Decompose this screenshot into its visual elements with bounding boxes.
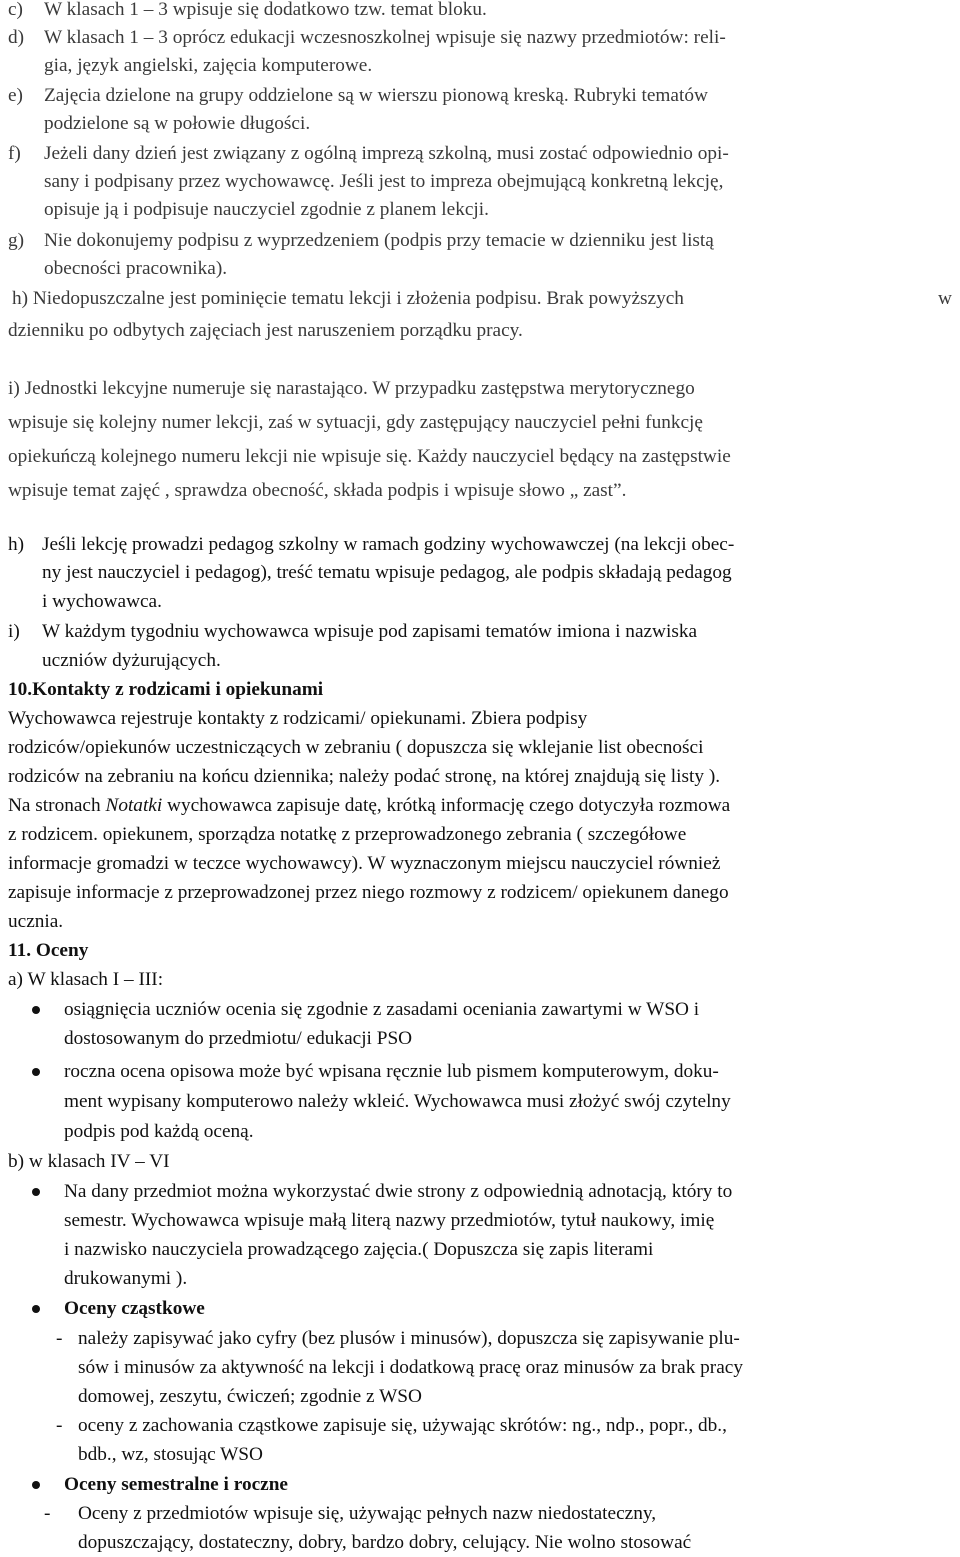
semestralne-dash-line-1: Oceny z przedmiotów wpisuje się, używając pełnych nazw niedostateczny, [78, 1503, 657, 1524]
a-bullet-2-line-1: roczna ocena opisowa może być wpisana ręcznie lub pismem komputerowym, doku- [64, 1061, 719, 1082]
section-10-line-6: zapisuje informacje z przeprowadzonej przez niego rozmowy z rodzicem/ opiekunem danego [8, 882, 729, 903]
section-10-line-7: ucznia. [8, 911, 64, 932]
semestralne-dash-line-2: dopuszczający, dostateczny, dobry, bardzo dobry, celujący. Nie wolno stosować [78, 1532, 692, 1553]
czastkowe-dash-2-line-2: bdb., wz, stosując WSO [78, 1444, 263, 1465]
item-h1-trailing-word: w [938, 288, 952, 309]
item-i2-line-1: W każdym tygodniu wychowawca wpisuje pod zapisami tematów imiona i nazwiska [42, 621, 698, 642]
b-bullet-1-line-1: Na dany przedmiot można wykorzystać dwie strony z odpowiednią adnotacją, który to [64, 1181, 733, 1202]
item-h2-marker: h) [8, 534, 25, 555]
item-g-line-2: obecności pracownika). [44, 258, 228, 279]
item-f-marker: f) [8, 143, 21, 164]
item-h1-line-1: h) Niedopuszczalne jest pominięcie tematu lekcji i złożenia podpisu. Brak powyższych [12, 288, 684, 309]
item-f-line-2: sany i podpisany przez wychowawcę. Jeśli jest to impreza obejmującą konkretną lekcję, [44, 171, 724, 192]
item-c-text: W klasach 1 – 3 wpisuje się dodatkowo tzw. temat bloku. [44, 0, 487, 20]
section-10-line-5: informacje gromadzi w teczce wychowawcy). W wyznaczonym miejscu nauczyciel również [8, 853, 721, 874]
item-f-line-3: opisuje ją i podpisuje nauczyciel zgodnie z planem lekcji. [44, 199, 489, 220]
czastkowe-dash-1-line-3: domowej, zeszytu, ćwiczeń; zgodnie z WSO [78, 1386, 422, 1407]
section-10-heading [8, 677, 323, 703]
item-i1-line-4: wpisuje temat zajęć , sprawdza obecność, składa podpis i wpisuje słowo „ zast”. [8, 480, 627, 501]
item-h2-line-1: Jeśli lekcję prowadzi pedagog szkolny w ramach godziny wychowawczej (na lekcji obec- [42, 534, 735, 555]
item-g-line-1: Nie dokonujemy podpisu z wyprzedzeniem (podpis przy temacie w dzienniku jest listą [44, 230, 714, 251]
bullet-dot [32, 1188, 40, 1196]
dash-marker: - [56, 1415, 63, 1436]
notatki-pre: Na stronach [8, 795, 106, 816]
item-i1-line-1: i) Jednostki lekcyjne numeruje się narastająco. W przypadku zastępstwa merytorycznego [8, 378, 695, 399]
item-h2-line-2: ny jest nauczyciel i pedagog), treść tematu wpisuje pedagog, ale podpis składają pedagog [42, 562, 732, 583]
section-10-line-notatki [8, 793, 730, 819]
section-11-b-heading: b) w klasach IV – VI [8, 1151, 170, 1172]
bullet-dot [32, 1481, 40, 1489]
item-d-marker: d) [8, 27, 25, 48]
section-11-a-heading: a) W klasach I – III: [8, 969, 164, 990]
a-bullet-2-line-3: podpis pod każdą oceną. [64, 1121, 254, 1142]
oceny-semestralne-heading: Oceny semestralne i roczne [64, 1474, 288, 1495]
item-d-line-1: W klasach 1 – 3 oprócz edukacji wczesnoszkolnej wpisuje się nazwy przedmiotów: reli- [44, 27, 726, 48]
czastkowe-dash-2-line-1: oceny z zachowania cząstkowe zapisuje się, używając skrótów: ng., ndp., popr., db., [78, 1415, 727, 1436]
section-10-number: 10. [8, 679, 33, 700]
section-10-title: Kontakty z rodzicami i opiekunami [32, 679, 324, 700]
bullet-dot [32, 1006, 40, 1014]
a-bullet-1-line-1: osiągnięcia uczniów ocenia się zgodnie z zasadami oceniania zawartymi w WSO i [64, 999, 700, 1020]
section-10-line-3: rodziców na zebraniu na końcu dziennika; należy podać stronę, na której znajdują się listy ). [8, 766, 721, 787]
item-c-marker: c) [8, 0, 23, 20]
item-h2-line-3: i wychowawca. [42, 591, 162, 612]
dash-marker: - [44, 1503, 51, 1524]
czastkowe-dash-1-line-2: sów i minusów za aktywność na lekcji i dodatkową pracę oraz minusów za brak pracy [78, 1357, 743, 1378]
a-bullet-2-line-2: ment wypisany komputerowo należy wkleić. Wychowawca musi złożyć swój czytelny [64, 1091, 731, 1112]
notatki-word: Notatki [105, 795, 163, 816]
section-10-line-4: z rodzicem. opiekunem, sporządza notatkę z przeprowadzonego zebrania ( szczegółowe [8, 824, 687, 845]
item-e-line-1: Zajęcia dzielone na grupy oddzielone są w wierszu pionową kreską. Rubryki tematów [44, 85, 708, 106]
a-bullet-1-line-2: dostosowanym do przedmiotu/ edukacji PSO [64, 1028, 413, 1049]
item-h1-line-2: dzienniku po odbytych zajęciach jest naruszeniem porządku pracy. [8, 320, 523, 341]
item-g-marker: g) [8, 230, 25, 251]
notatki-post: wychowawca zapisuje datę, krótką informację czego dotyczyła rozmowa [162, 795, 731, 816]
item-i1-line-3: opiekuńczą kolejnego numeru lekcji nie wpisuje się. Każdy nauczyciel będący na zastępstwie [8, 446, 731, 467]
b-bullet-1-line-4: drukowanymi ). [64, 1268, 188, 1289]
bullet-dot [32, 1305, 40, 1313]
bullet-dot [32, 1068, 40, 1076]
oceny-czastkowe-heading: Oceny cząstkowe [64, 1298, 205, 1319]
b-bullet-1-line-2: semestr. Wychowawca wpisuje małą literą nazwy przedmiotów, tytuł naukowy, imię [64, 1210, 715, 1231]
section-10-line-2: rodziców/opiekunów uczestniczących w zebraniu ( dopuszcza się wklejanie list obecności [8, 737, 704, 758]
item-d-line-2: gia, język angielski, zajęcia komputerowe. [44, 55, 373, 76]
item-e-marker: e) [8, 85, 23, 106]
item-f-line-1: Jeżeli dany dzień jest związany z ogólną imprezą szkolną, musi zostać odpowiednio opi- [44, 143, 729, 164]
item-i2-line-2: uczniów dyżurujących. [42, 650, 221, 671]
section-11-heading: 11. Oceny [8, 940, 89, 961]
dash-marker: - [56, 1328, 63, 1349]
item-i1-line-2: wpisuje się kolejny numer lekcji, zaś w sytuacji, gdy zastępujący nauczyciel pełni funkcję [8, 412, 703, 433]
item-i2-marker: i) [8, 621, 20, 642]
b-bullet-1-line-3: i nazwisko nauczyciela prowadzącego zajęcia.( Dopuszcza się zapis literami [64, 1239, 654, 1260]
section-10-line-1: Wychowawca rejestruje kontakty z rodzicami/ opiekunami. Zbiera podpisy [8, 708, 588, 729]
item-e-line-2: podzielone są w połowie długości. [44, 113, 311, 134]
czastkowe-dash-1-line-1: należy zapisywać jako cyfry (bez plusów i minusów), dopuszcza się zapisywanie plu- [78, 1328, 740, 1349]
